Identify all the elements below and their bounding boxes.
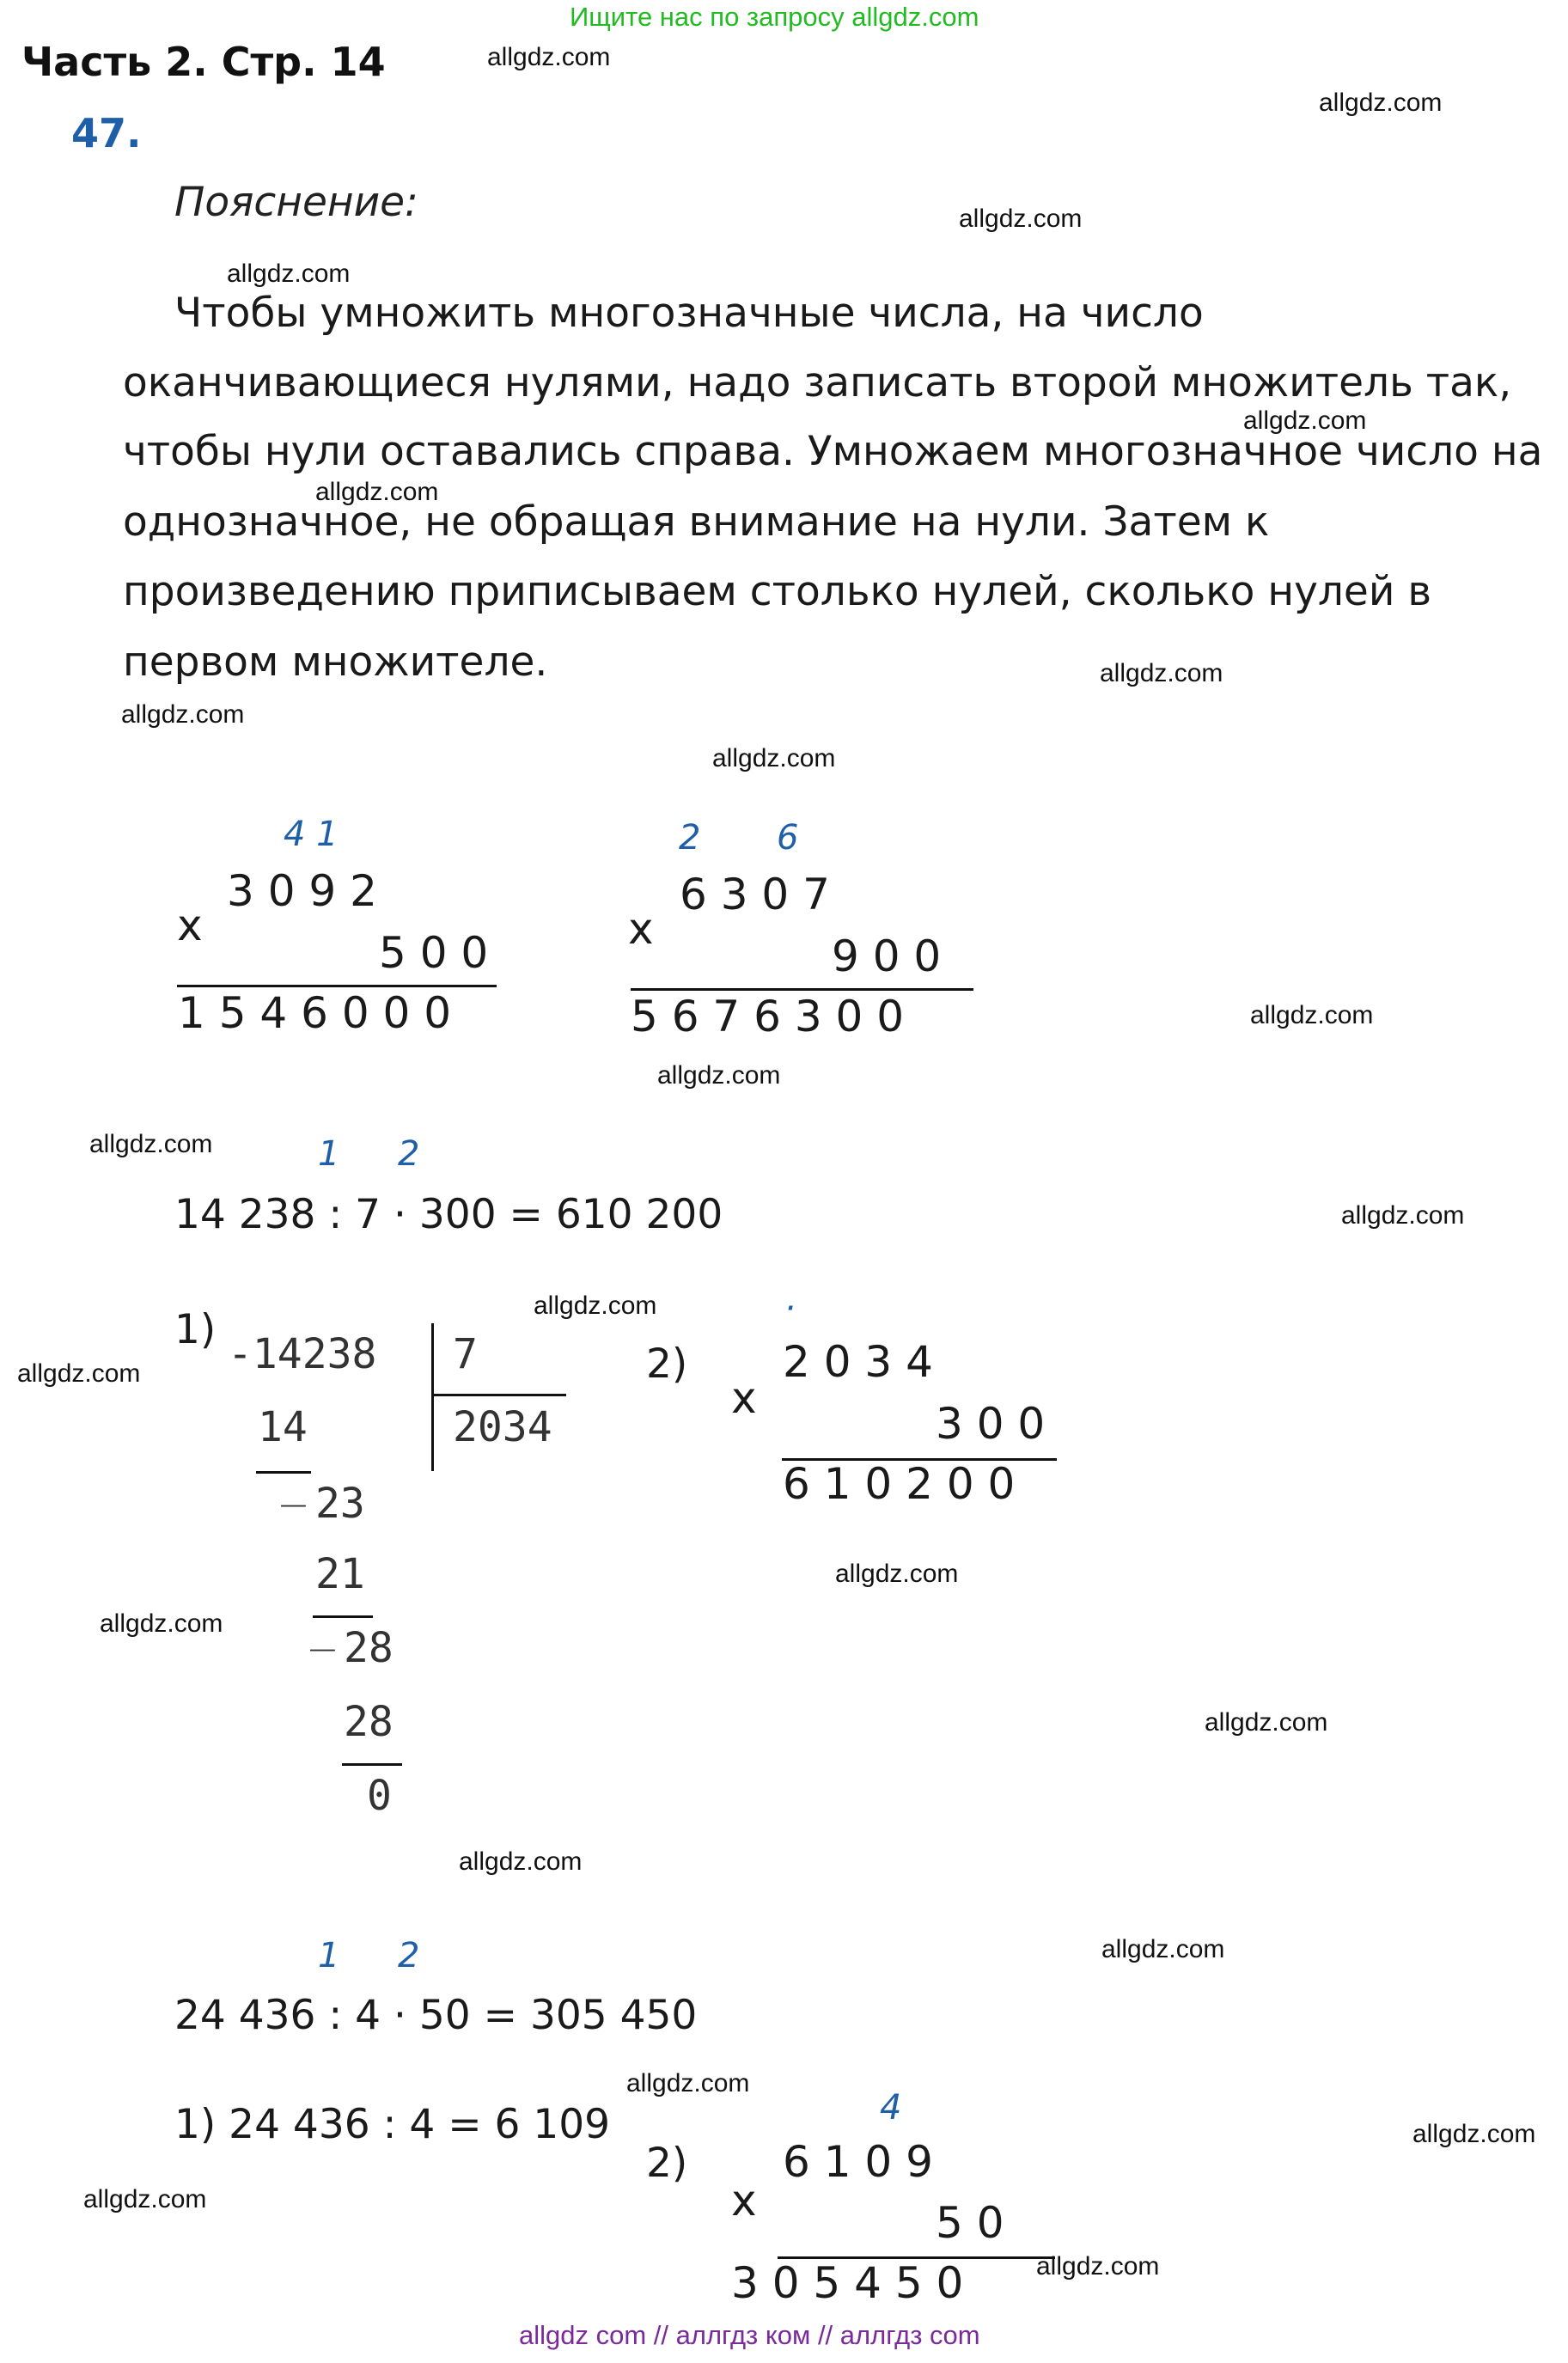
order-mark: 1 — [318, 1134, 340, 1174]
step-label: 2) — [646, 2140, 688, 2187]
watermark: allgdz.com — [712, 744, 836, 772]
division-step: 28 — [344, 1698, 394, 1746]
watermark: allgdz.com — [1412, 2120, 1536, 2148]
watermark: allgdz.com — [83, 2185, 207, 2213]
watermark: allgdz.com — [1036, 2252, 1160, 2281]
multiply-sign: x — [628, 904, 654, 954]
explanation-line: Чтобы умножить многозначные числа, на число — [174, 290, 1204, 337]
product: 1 5 4 6 0 0 0 — [178, 988, 452, 1038]
carry-digits: 4 1 — [284, 815, 339, 854]
result-line — [631, 988, 973, 991]
order-mark: 1 — [318, 1936, 340, 1975]
watermark: allgdz.com — [89, 1130, 213, 1158]
watermark: allgdz.com — [657, 1061, 781, 1090]
watermark: allgdz.com — [1319, 89, 1443, 117]
multiplicand: 6 3 0 7 — [680, 870, 830, 919]
step-line — [342, 1763, 402, 1766]
watermark: allgdz.com — [121, 700, 245, 729]
carry-digit: 2 — [679, 818, 701, 858]
multiplicand: 3 0 9 2 — [227, 866, 377, 916]
explanation-line: чтобы нули оставались справа. Умножаем многозначное число на — [123, 428, 1543, 475]
multiplier: 5 0 — [936, 2198, 1004, 2248]
explanation-label: Пояснение: — [174, 179, 418, 226]
quotient: 2034 — [453, 1403, 552, 1451]
watermark: allgdz.com — [1100, 659, 1223, 687]
explanation-line: произведению приписываем столько нулей, сколько нулей в — [123, 568, 1432, 615]
multiplicand: 2 0 3 4 — [783, 1337, 933, 1387]
division-step: 28 — [344, 1624, 394, 1672]
task-number: 47. — [71, 110, 142, 156]
dividend: -14238 — [228, 1330, 377, 1378]
divisor: 7 — [453, 1330, 478, 1378]
product: 5 6 7 6 3 0 0 — [631, 992, 905, 1041]
step-label: 2) — [646, 1340, 688, 1388]
explanation-line: первом множителе. — [123, 638, 548, 686]
top-banner[interactable]: Ищите нас по запросу allgdz.com — [570, 2, 979, 32]
expression: 14 238 : 7 · 300 = 610 200 — [174, 1191, 723, 1238]
order-mark: 2 — [398, 1936, 420, 1975]
watermark: allgdz.com — [100, 1609, 223, 1638]
watermark: allgdz.com — [959, 205, 1083, 233]
quotient-line — [431, 1394, 566, 1396]
watermark: allgdz.com — [459, 1847, 583, 1876]
division-step: 21 — [315, 1550, 365, 1598]
division-bar — [431, 1323, 434, 1471]
page-title: Часть 2. Стр. 14 — [21, 39, 386, 85]
expression: 24 436 : 4 · 50 = 305 450 — [174, 1992, 698, 2039]
watermark: allgdz.com — [17, 1359, 141, 1388]
multiplier: 9 0 0 — [832, 931, 942, 981]
watermark: allgdz.com — [1250, 1001, 1374, 1029]
minus-sign: _ — [310, 1603, 335, 1652]
multiplicand: 6 1 0 9 — [783, 2137, 933, 2187]
watermark: allgdz.com — [1101, 1935, 1225, 1963]
watermark: allgdz.com — [487, 43, 611, 71]
watermark: allgdz.com — [315, 478, 439, 506]
watermark: allgdz.com — [1243, 406, 1367, 435]
carry-digit: 6 — [777, 818, 799, 858]
product: 6 1 0 2 0 0 — [783, 1459, 1016, 1509]
result-line — [177, 985, 497, 987]
watermark: allgdz.com — [534, 1291, 657, 1320]
watermark: allgdz.com — [1205, 1708, 1328, 1737]
multiply-sign: x — [731, 1373, 757, 1423]
multiplier: 3 0 0 — [936, 1399, 1046, 1449]
multiplier: 5 0 0 — [379, 928, 489, 978]
division-step: 23 — [315, 1480, 365, 1528]
watermark: allgdz.com — [835, 1560, 959, 1588]
watermark: allgdz.com — [1341, 1201, 1465, 1230]
multiply-sign: x — [177, 901, 203, 950]
carry-digit: 4 — [880, 2088, 902, 2128]
footer-links[interactable]: allgdz com // аллгдз ком // аллгдз com — [519, 2320, 980, 2350]
calculation-step: 1) 24 436 : 4 = 6 109 — [174, 2101, 611, 2148]
watermark: allgdz.com — [626, 2069, 750, 2097]
order-mark: 2 — [398, 1134, 420, 1174]
division-remainder: 0 — [367, 1772, 392, 1820]
minus-sign: _ — [281, 1459, 306, 1507]
explanation-line: однозначное, не обращая внимание на нули. Затем к — [123, 498, 1270, 546]
product: 3 0 5 4 5 0 — [731, 2258, 964, 2308]
watermark: allgdz.com — [227, 260, 351, 288]
step-label: 1) — [174, 1306, 217, 1353]
division-step: 14 — [258, 1403, 308, 1451]
multiply-sign: x — [731, 2176, 757, 2226]
explanation-line: оканчивающиеся нулями, надо записать второй множитель так, — [123, 359, 1512, 406]
carry-dot: · — [784, 1289, 796, 1328]
